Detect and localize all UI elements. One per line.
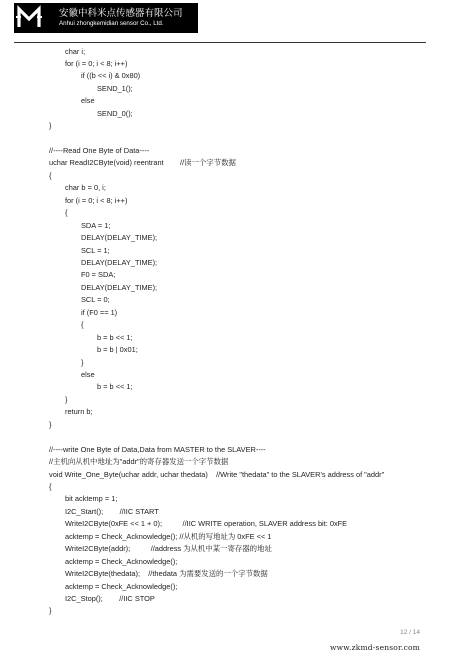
code-line: for (i = 0; i < 8; i++) [65, 59, 128, 68]
code-line: } [81, 358, 84, 367]
code-line: if ((b << i) & 0x80) [81, 71, 141, 80]
code-line: acktemp = Check_Acknowledge(); [65, 557, 178, 566]
code-line: I2C_Start(); //IIC START [65, 507, 159, 516]
code-line: else [81, 96, 95, 105]
page-number: 12 / 14 [400, 629, 420, 636]
code-line: //----Read One Byte of Data---- [49, 146, 150, 155]
code-line: b = b << 1; [97, 333, 133, 342]
header-divider [14, 42, 426, 43]
code-line: WriteI2CByte(addr); //address 为从机中某一寄存器的地址 [65, 544, 272, 553]
code-line: char i; [65, 47, 86, 56]
code-line: acktemp = Check_Acknowledge(); //从机的写地址为 0xFE << 1 [65, 532, 272, 541]
code-line: } [49, 121, 52, 130]
code-line: else [81, 370, 95, 379]
code-line: DELAY(DELAY_TIME); [81, 233, 158, 242]
code-line: { [49, 171, 52, 180]
company-name-en: Anhui zhongkemidian sensor Co., Ltd. [59, 20, 164, 27]
code-line: bit acktemp = 1; [65, 494, 118, 503]
code-line: void Write_One_Byte(uchar addr, uchar thedata) //Write "thedata" to the SLAVER's address of "addr" [49, 470, 385, 479]
code-line: { [81, 320, 84, 329]
code-line: { [65, 208, 68, 217]
code-line: } [49, 420, 52, 429]
code-line: for (i = 0; i < 8; i++) [65, 196, 128, 205]
code-line: DELAY(DELAY_TIME); [81, 283, 158, 292]
code-line: } [65, 395, 68, 404]
logo-icon [14, 3, 44, 33]
code-line: char b = 0, i; [65, 183, 106, 192]
code-line: SCL = 1; [81, 246, 110, 255]
code-line: I2C_Stop(); //IIC STOP [65, 594, 155, 603]
code-line: if (F0 == 1) [81, 308, 118, 317]
code-line: acktemp = Check_Acknowledge(); [65, 582, 178, 591]
code-line: SEND_1(); [97, 84, 133, 93]
code-line: F0 = SDA; [81, 270, 116, 279]
code-line: WriteI2CByte(0xFE << 1 + 0); //IIC WRITE operation, SLAVER address bit: 0xFE [65, 519, 348, 528]
code-line: b = b | 0x01; [97, 345, 138, 354]
code-line: DELAY(DELAY_TIME); [81, 258, 158, 267]
company-logo [14, 3, 44, 33]
company-name-cn: 安徽中科米点传感器有限公司 [59, 8, 183, 19]
company-name-banner [44, 3, 198, 33]
code-line: WriteI2CByte(thedata); //thedata 为需要发送的一个字节数据 [65, 569, 268, 578]
code-line: //----write One Byte of Data,Data from MASTER to the SLAVER---- [49, 445, 266, 454]
website-url: www.zkmd-sensor.com [330, 643, 420, 652]
page-header [0, 0, 474, 38]
code-line: SDA = 1; [81, 221, 111, 230]
code-line: b = b << 1; [97, 382, 133, 391]
code-line: { [49, 482, 52, 491]
code-line: SCL = 0; [81, 295, 110, 304]
code-line: return b; [65, 407, 93, 416]
code-line: //主机向从机中地址为"addr"的寄存器发送一个字节数据 [49, 457, 229, 466]
code-line: } [49, 606, 52, 615]
code-line: uchar ReadI2CByte(void) reentrant //读一个字节数据 [49, 158, 236, 167]
code-line: SEND_0(); [97, 109, 133, 118]
